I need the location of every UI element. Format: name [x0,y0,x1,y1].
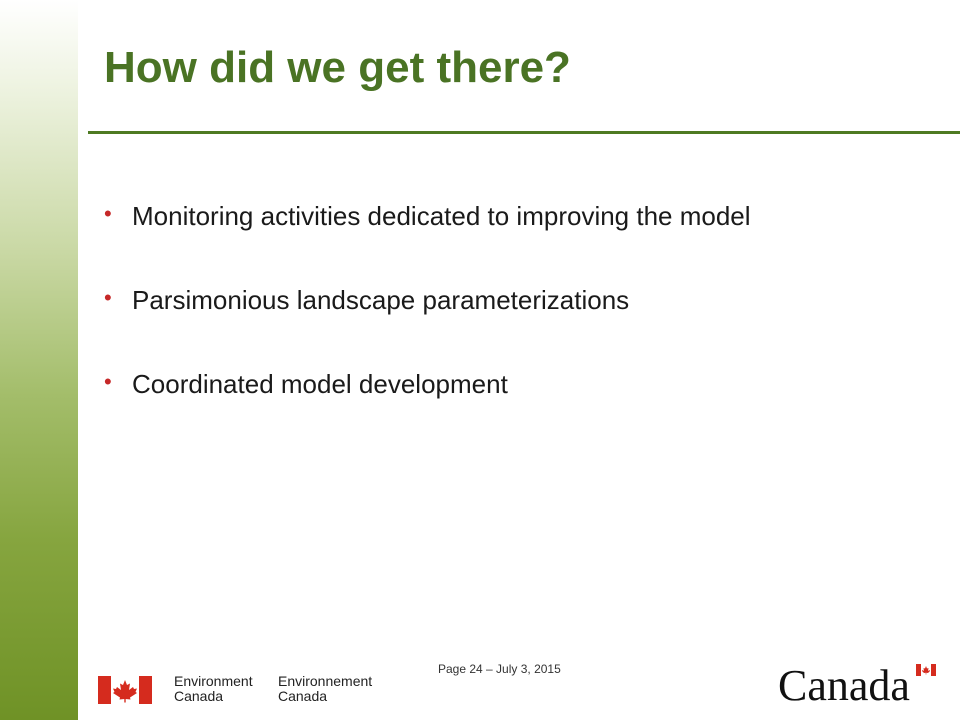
side-gradient-bar [0,0,78,720]
bullet-item [104,366,751,450]
canada-wordmark-text: Canada [778,661,910,710]
bullet-text: Parsimonious landscape parameterizations [132,285,630,315]
bullet-marker-icon: • [104,201,112,226]
department-name-en-line1: Environment [174,673,253,689]
bullet-marker-icon: • [104,285,112,310]
canada-flag-icon [98,676,152,704]
title-divider [88,131,960,134]
wordmark-flag-icon [916,664,936,676]
department-name-fr-line1: Environnement [278,673,373,689]
bullet-item [104,282,751,366]
page-info: Page 24 – July 3, 2015 [438,662,561,676]
bullet-text: Monitoring activities dedicated to improving the model [132,201,751,231]
slide-title: How did we get there? [104,43,571,92]
bullet-item [104,198,751,282]
bullet-list [104,198,751,450]
bullet-marker-icon: • [104,369,112,394]
canada-wordmark [778,661,940,710]
department-name-fr [278,674,372,704]
department-name-en-line2: Canada [174,688,224,704]
department-name-en [174,674,253,704]
department-name-fr-line2: Canada [278,688,328,704]
bullet-text: Coordinated model development [132,369,508,399]
